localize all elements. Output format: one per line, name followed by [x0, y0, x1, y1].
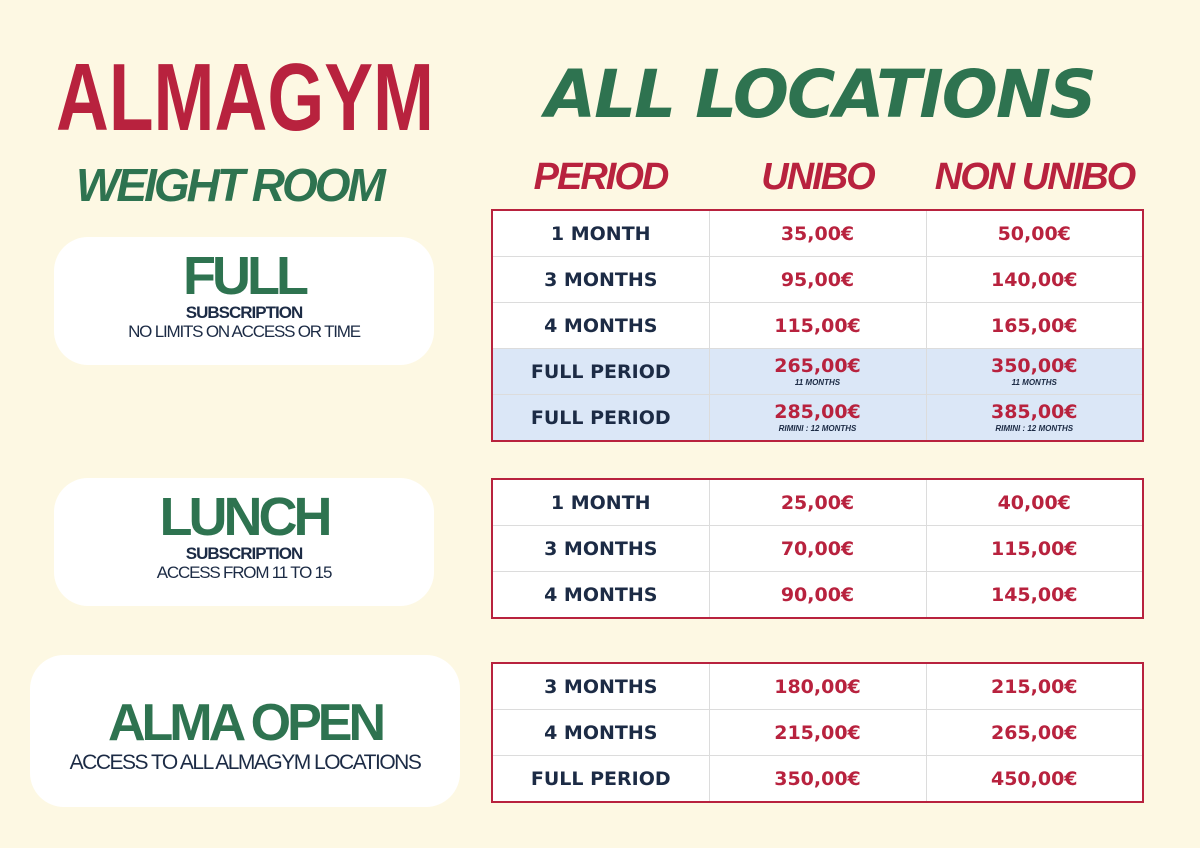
table-row-highlighted: [492, 395, 1143, 442]
price-table-lunch: [491, 478, 1144, 619]
price-note: 11 MONTHS: [1011, 377, 1057, 387]
non-unibo-price: 50,00€: [926, 210, 1143, 257]
table-row: [492, 210, 1143, 257]
almagym-logo: [56, 44, 436, 160]
plan-description: ACCESS TO ALL ALMAGYM LOCATIONS: [69, 751, 421, 774]
non-unibo-price: 385,00€: [990, 400, 1078, 423]
period-cell: 1 MONTH: [492, 479, 709, 526]
brand-subtitle: WEIGHT ROOM: [76, 159, 383, 211]
period-cell: 1 MONTH: [492, 210, 709, 257]
period-cell: FULL PERIOD: [492, 756, 709, 803]
table-row: [492, 526, 1143, 572]
unibo-price: 115,00€: [709, 303, 926, 349]
period-cell: 3 MONTHS: [492, 257, 709, 303]
table-row: [492, 303, 1143, 349]
plan-description: ACCESS FROM 11 TO 15: [156, 563, 332, 582]
table-row: [492, 663, 1143, 710]
unibo-price: 25,00€: [709, 479, 926, 526]
non-unibo-price-cell: [926, 349, 1143, 395]
table-row: [492, 710, 1143, 756]
table-row: [492, 479, 1143, 526]
non-unibo-price: 40,00€: [926, 479, 1143, 526]
plan-title: FULL: [183, 246, 305, 306]
period-cell: 4 MONTHS: [492, 710, 709, 756]
period-cell: FULL PERIOD: [492, 349, 709, 395]
period-cell: 4 MONTHS: [492, 572, 709, 619]
unibo-price: 215,00€: [709, 710, 926, 756]
period-cell: 3 MONTHS: [492, 663, 709, 710]
table-row-highlighted: [492, 349, 1143, 395]
plan-description: NO LIMITS ON ACCESS OR TIME: [128, 322, 360, 341]
unibo-price: 180,00€: [709, 663, 926, 710]
non-unibo-price: 145,00€: [926, 572, 1143, 619]
price-note: 11 MONTHS: [794, 377, 841, 387]
unibo-price: 285,00€: [774, 400, 861, 423]
page-title: ALL LOCATIONS: [545, 56, 1095, 133]
plan-title: LUNCH: [159, 487, 329, 547]
unibo-price: 350,00€: [709, 756, 926, 803]
non-unibo-price: 265,00€: [926, 710, 1143, 756]
column-header-period: PERIOD: [533, 156, 668, 198]
unibo-price: 265,00€: [774, 354, 861, 377]
plan-subtitle: SUBSCRIPTION: [185, 544, 303, 563]
plan-title: ALMA OPEN: [107, 694, 383, 752]
unibo-price: 35,00€: [709, 210, 926, 257]
non-unibo-price: 350,00€: [990, 354, 1078, 377]
period-cell: 4 MONTHS: [492, 303, 709, 349]
logo-text: ALMAGYM: [56, 44, 434, 151]
table-row: [492, 257, 1143, 303]
table-row: [492, 756, 1143, 803]
non-unibo-price: 450,00€: [926, 756, 1143, 803]
plan-card-lunch: [54, 478, 434, 606]
period-cell: FULL PERIOD: [492, 395, 709, 442]
price-table-full: [491, 209, 1144, 442]
unibo-price: 95,00€: [709, 257, 926, 303]
unibo-price: 90,00€: [709, 572, 926, 619]
non-unibo-price-cell: [926, 395, 1143, 442]
price-note: RIMINI : 12 MONTHS: [778, 423, 857, 433]
non-unibo-price: 215,00€: [926, 663, 1143, 710]
table-row: [492, 572, 1143, 619]
unibo-price-cell: [709, 395, 926, 442]
non-unibo-price: 140,00€: [926, 257, 1143, 303]
column-header-unibo: UNIBO: [761, 156, 874, 198]
price-table-alma-open: [491, 662, 1144, 803]
plan-subtitle: SUBSCRIPTION: [185, 303, 303, 322]
unibo-price-cell: [709, 349, 926, 395]
plan-card-alma-open: [30, 655, 460, 807]
non-unibo-price: 165,00€: [926, 303, 1143, 349]
price-note: RIMINI : 12 MONTHS: [995, 423, 1074, 433]
column-header-non-unibo: NON UNIBO: [934, 156, 1135, 198]
plan-card-full: [54, 237, 434, 365]
unibo-price: 70,00€: [709, 526, 926, 572]
non-unibo-price: 115,00€: [926, 526, 1143, 572]
period-cell: 3 MONTHS: [492, 526, 709, 572]
